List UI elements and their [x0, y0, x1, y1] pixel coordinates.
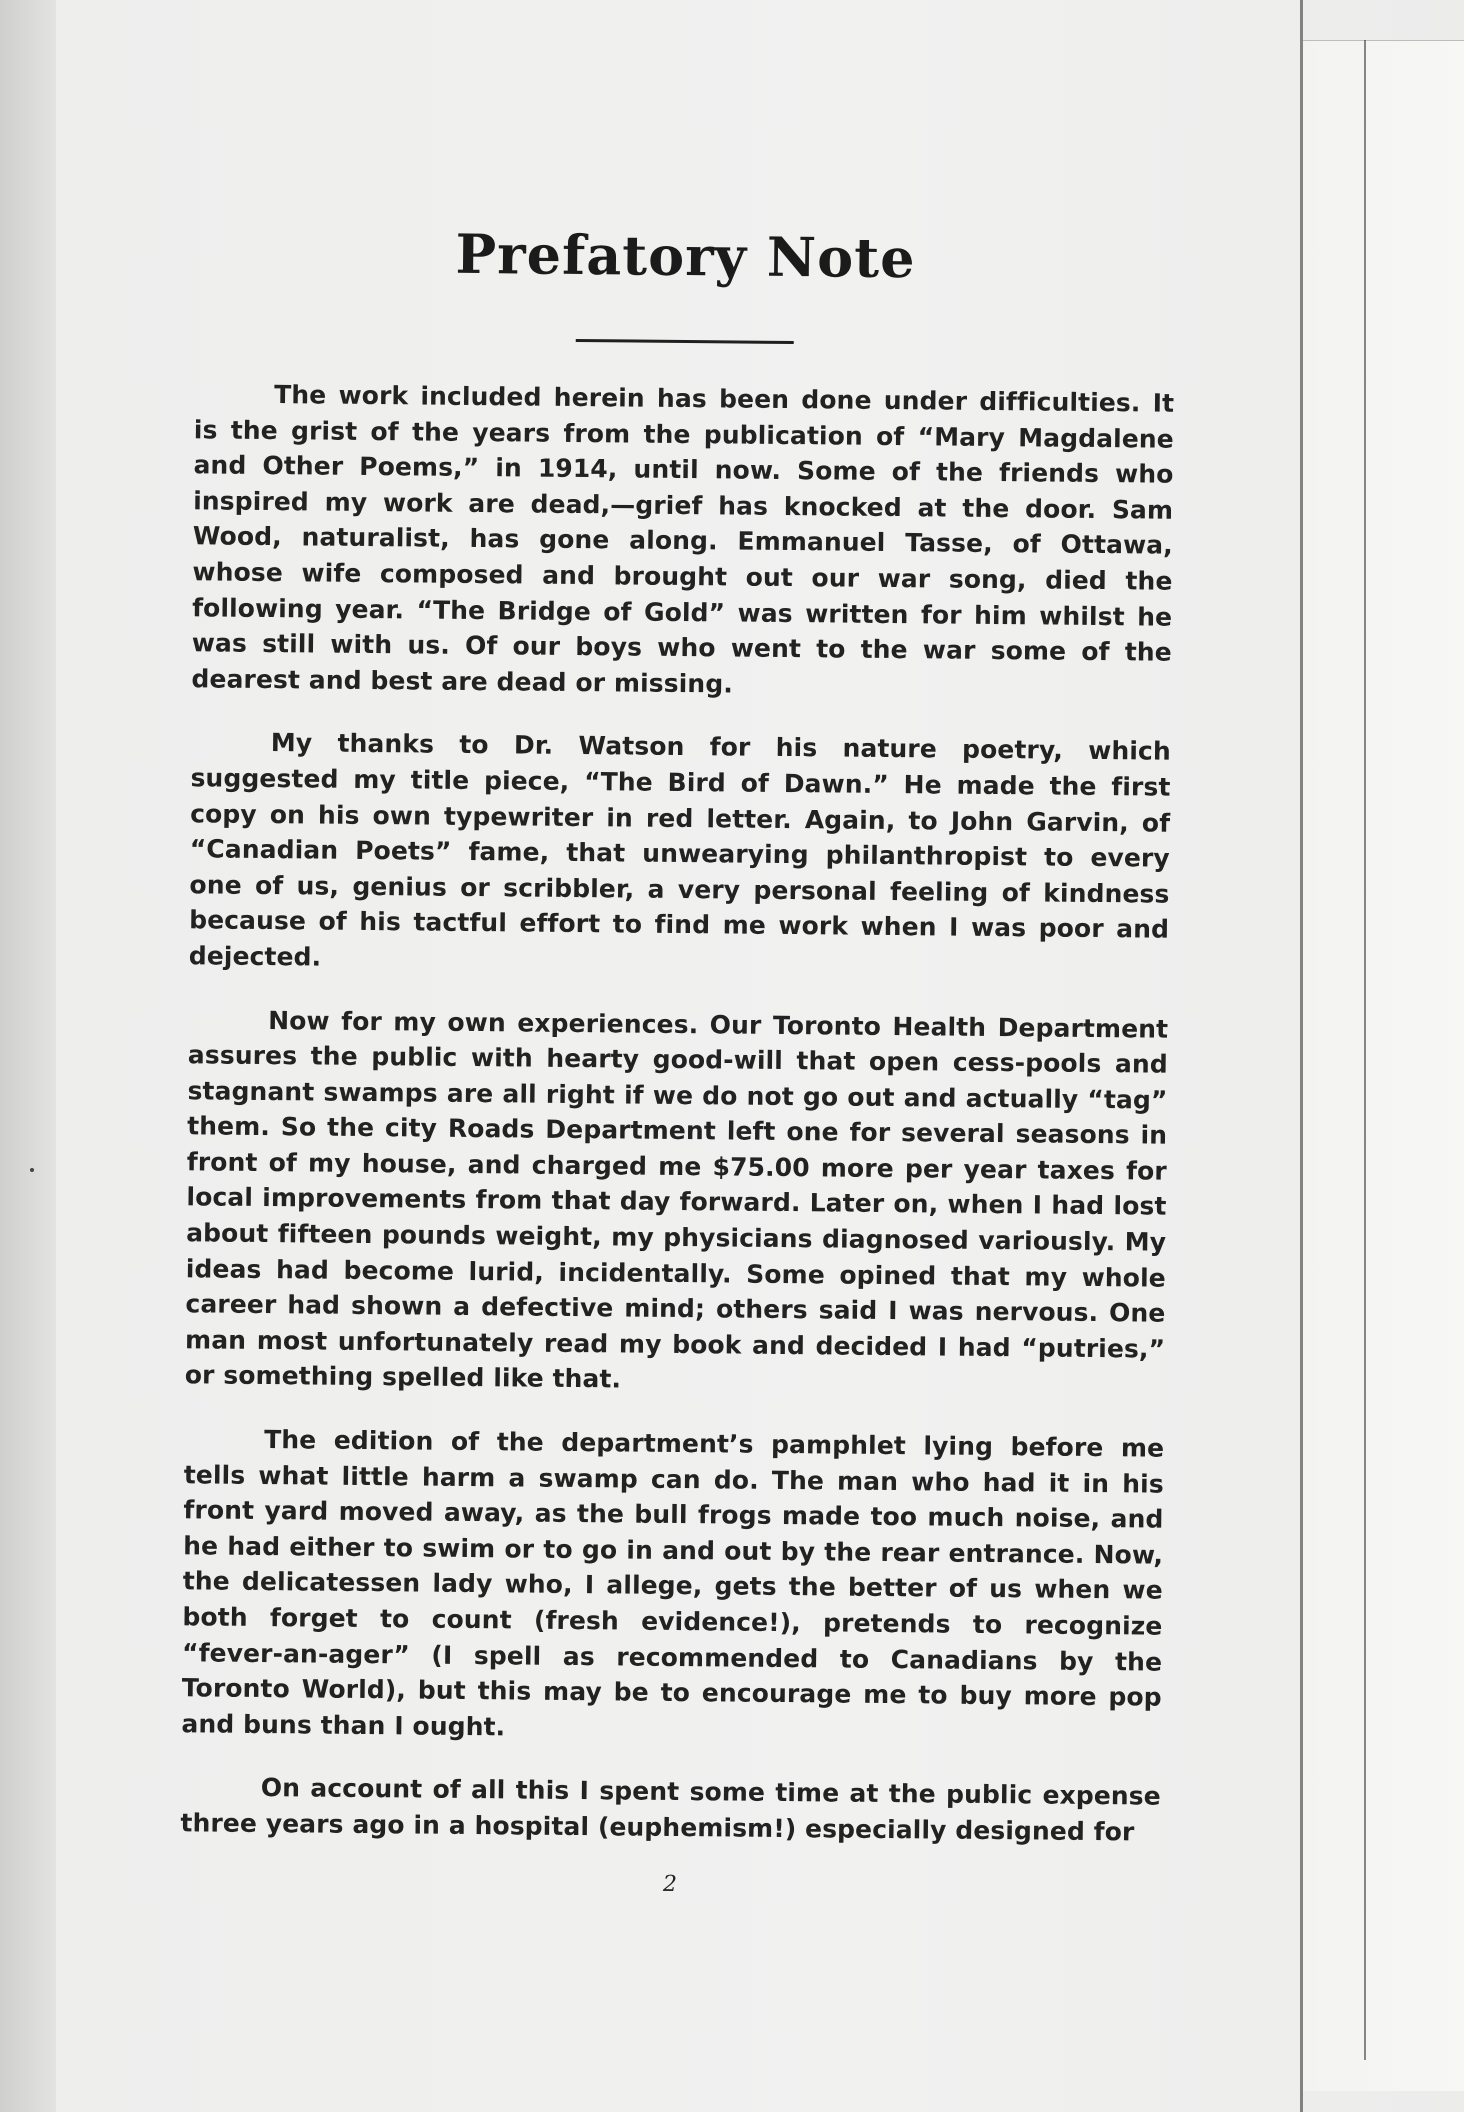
body-text	[180, 376, 1174, 1850]
page-fold-edge	[1300, 0, 1303, 2112]
paragraph-1: The work included herein has been done under difficulties. It is the grist of the years from the publication of “Mary Magdalene and Other Poems,” in 1914, until now. Some of the friends who inspired my work are dead,—grief has knocked at the door. Sam Wood, naturalist, has gone along. Emmanuel Tasse, of Ottawa, whose wife composed and brought out our war song, died the following year. “The Bridge of Gold” was written for him whilst he was still with us. Of our boys who went to the war some of the dearest and best are dead or missing.	[191, 380, 1175, 699]
title-divider	[576, 339, 794, 344]
adjacent-page-edge-line	[1364, 40, 1366, 2060]
paragraph-4: The edition of the department’s pamphlet lying before me tells what little harm a swamp can do. The man who had it in his front yard moved away, as the bull frogs made too much noise, and he had either to swim or to go in and out by the rear entrance. Now, the delicatessen lady who, I allege, gets the better of us when we both forget to count (fresh evidence!), pretends to recognize “fever-an-ager” (I spell as recommended to Canadians by the Toronto World), but this may be to encourage me to buy more pop and buns than I ought.	[181, 1425, 1165, 1742]
paragraph-5: On account of all this I spent some time at the public expense three years ago in a hospital (euphemism!) especially designed for	[180, 1773, 1161, 1847]
adjacent-page	[1303, 40, 1464, 2091]
scan-speck	[30, 1168, 34, 1172]
page-title: Prefatory Note	[455, 221, 916, 291]
page-number: 2	[662, 1871, 678, 1897]
page-content	[180, 205, 1176, 1901]
scan-left-margin	[0, 0, 56, 2112]
paragraph-3: Now for my own experiences. Our Toronto Health Department assures the public with hearty good-will that open cess-pools and stagnant swamps are all right if we do not go out and actually “tag” them. So the city Roads Department left one for several seasons in front of my house, and charged me $75.00 more per year taxes for local improvements from that day forward. Later on, when I had lost about fifteen pounds weight, my physicians diagnosed variously. My ideas had become lurid, incidentally. Some opined that my whole career had shown a defective mind; others said I was nervous. One man most unfortunately read my book and decided I had “putries,” or something spelled like that.	[184, 1005, 1169, 1394]
paragraph-2: My thanks to Dr. Watson for his nature poetry, which suggested my title piece, “The Bird of Dawn.” He made the first copy on his own typewriter in red letter. Again, to John Garvin, of “Canadian Poets” fame, that unwearying philanthropist to every one of us, genius or scribbler, a very personal feeling of kindness because of his tactful effort to find me work when I was poor and dejected.	[188, 728, 1171, 972]
